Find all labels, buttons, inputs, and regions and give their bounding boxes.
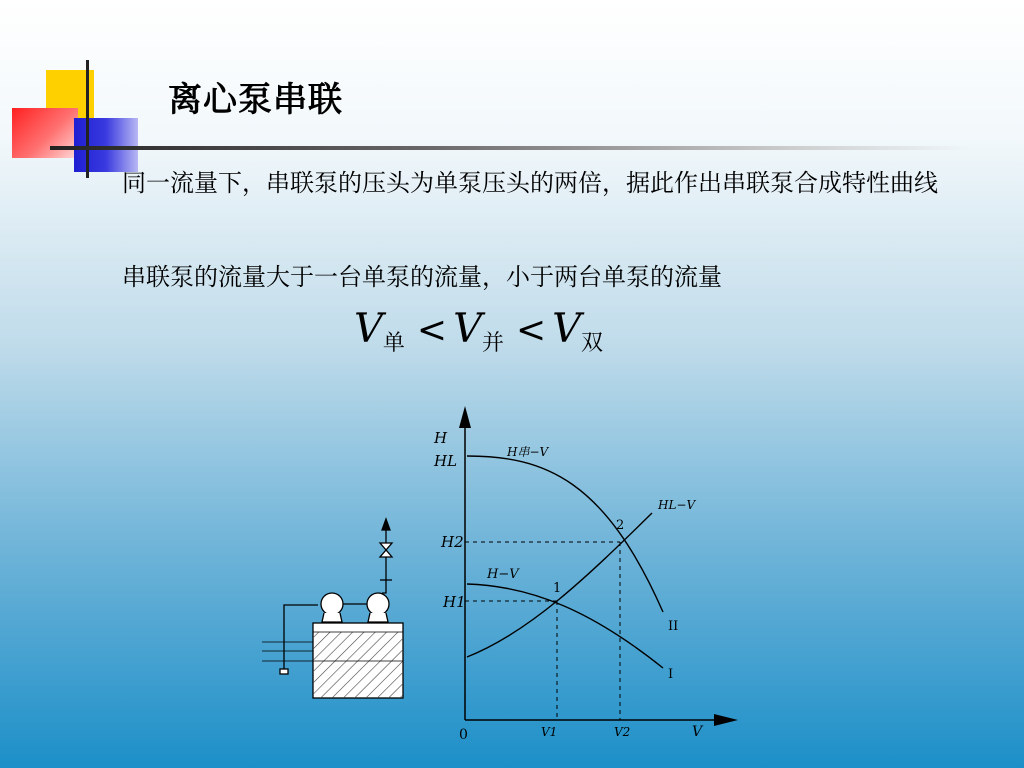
formula-lt-1: < [416,310,448,351]
pipe-curve-label: HL−V [658,498,696,512]
flow-arrow-icon [382,519,390,530]
h2-label: H2 [441,533,464,551]
axis-x-label: V [692,724,703,740]
characteristic-chart [433,406,738,743]
formula-v-parallel: V [453,306,482,352]
x-axis-arrow-icon [714,714,738,726]
point-1-label: 1 [553,581,562,596]
formula-v-double: V [552,306,582,352]
valve-icon [380,543,392,557]
v2-label: V2 [614,725,631,739]
formula-sub-double: 双 [581,331,604,356]
h1-label: H1 [443,593,466,611]
y-axis-arrow-icon [459,406,471,428]
curve-single-pump [467,584,663,668]
pump-1 [321,593,343,615]
formula-sub-parallel: 并 [481,331,504,356]
roman-ii-label: II [668,619,679,634]
axis-y-label: H [434,429,448,447]
formula-sub-single: 单 [382,331,405,356]
formula-v-single: V [354,306,383,352]
series-curve-label: H串−V [507,445,549,459]
roman-i-label: I [668,667,674,682]
tank-hatch [313,632,403,698]
single-curve-label: H−V [487,567,519,582]
discharge-pipe [382,530,386,593]
pump-schematic [262,519,403,698]
formula-lt-2: < [515,310,547,351]
foot-valve [280,669,288,674]
pump-2 [367,593,389,615]
paragraph-1: 同一流量下，串联泵的压头为单泵压头的两倍，据此作出串联泵合成特性曲线 [122,169,938,197]
v1-label: V1 [541,725,558,739]
hl-label: HL [434,452,458,470]
point-2-label: 2 [616,518,625,533]
origin-label: 0 [459,727,468,743]
curve-series-pump [467,456,663,612]
paragraph-2: 串联泵的流量大于一台单泵的流量，小于两台单泵的流量 [122,263,722,291]
slide-title: 离心泵串联 [168,80,343,120]
